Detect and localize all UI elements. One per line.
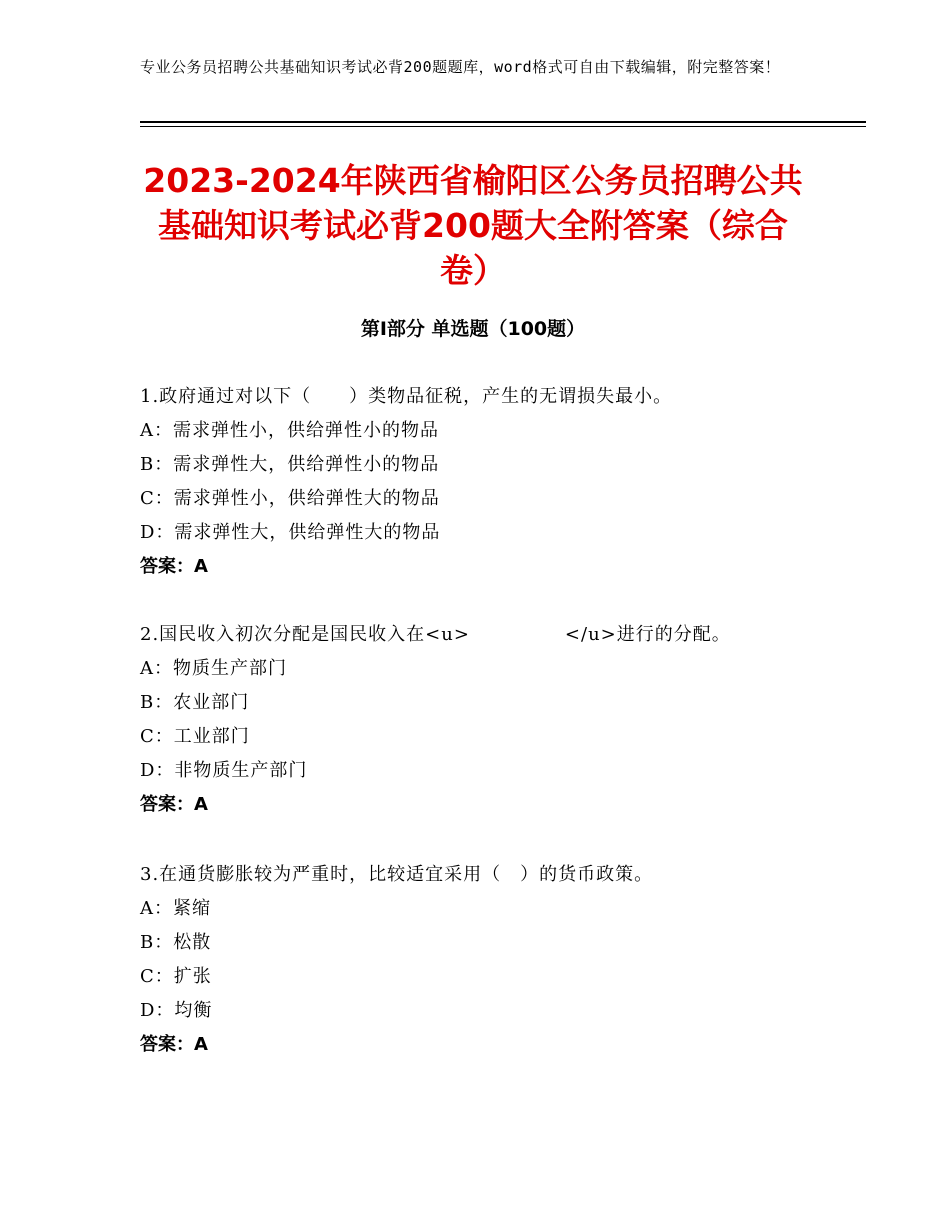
option-d: D：均衡 xyxy=(140,1000,213,1021)
answer: 答案：A xyxy=(140,556,208,577)
option-a: A：物质生产部门 xyxy=(140,658,287,679)
option-b: B：农业部门 xyxy=(140,692,250,713)
question-2 xyxy=(140,618,840,822)
answer: 答案：A xyxy=(140,794,208,815)
option-c: C：需求弹性小，供给弹性大的物品 xyxy=(140,488,440,509)
option-b: B：松散 xyxy=(140,932,212,953)
header-note: 专业公务员招聘公共基础知识考试必背200题题库，word格式可自由下载编辑，附完整答案！ xyxy=(140,58,781,76)
option-c: C：工业部门 xyxy=(140,726,250,747)
option-a: A：需求弹性小，供给弹性小的物品 xyxy=(140,420,439,441)
option-b: B：需求弹性大，供给弹性小的物品 xyxy=(140,454,440,475)
header-rule-thin xyxy=(140,126,866,127)
option-d: D：非物质生产部门 xyxy=(140,760,308,781)
question-1 xyxy=(140,380,840,584)
question-stem: 3.在通货膨胀较为严重时，比较适宜采用（ ）的货币政策。 xyxy=(140,864,654,885)
option-c: C：扩张 xyxy=(140,966,212,987)
document-title: 2023-2024年陕西省榆阳区公务员招聘公共基础知识考试必背200题大全附答案（综合卷） xyxy=(143,161,803,290)
option-a: A：紧缩 xyxy=(140,898,211,919)
question-stem: 2.国民收入初次分配是国民收入在<u> </u>进行的分配。 xyxy=(140,624,731,645)
section-title: 第Ⅰ部分 单选题（100题） xyxy=(360,318,586,340)
header-rule-thick xyxy=(140,121,866,123)
option-d: D：需求弹性大，供给弹性大的物品 xyxy=(140,522,441,543)
answer: 答案：A xyxy=(140,1034,208,1055)
question-stem: 1.政府通过对以下（ ）类物品征税，产生的无谓损失最小。 xyxy=(140,386,673,407)
question-3 xyxy=(140,858,840,1062)
